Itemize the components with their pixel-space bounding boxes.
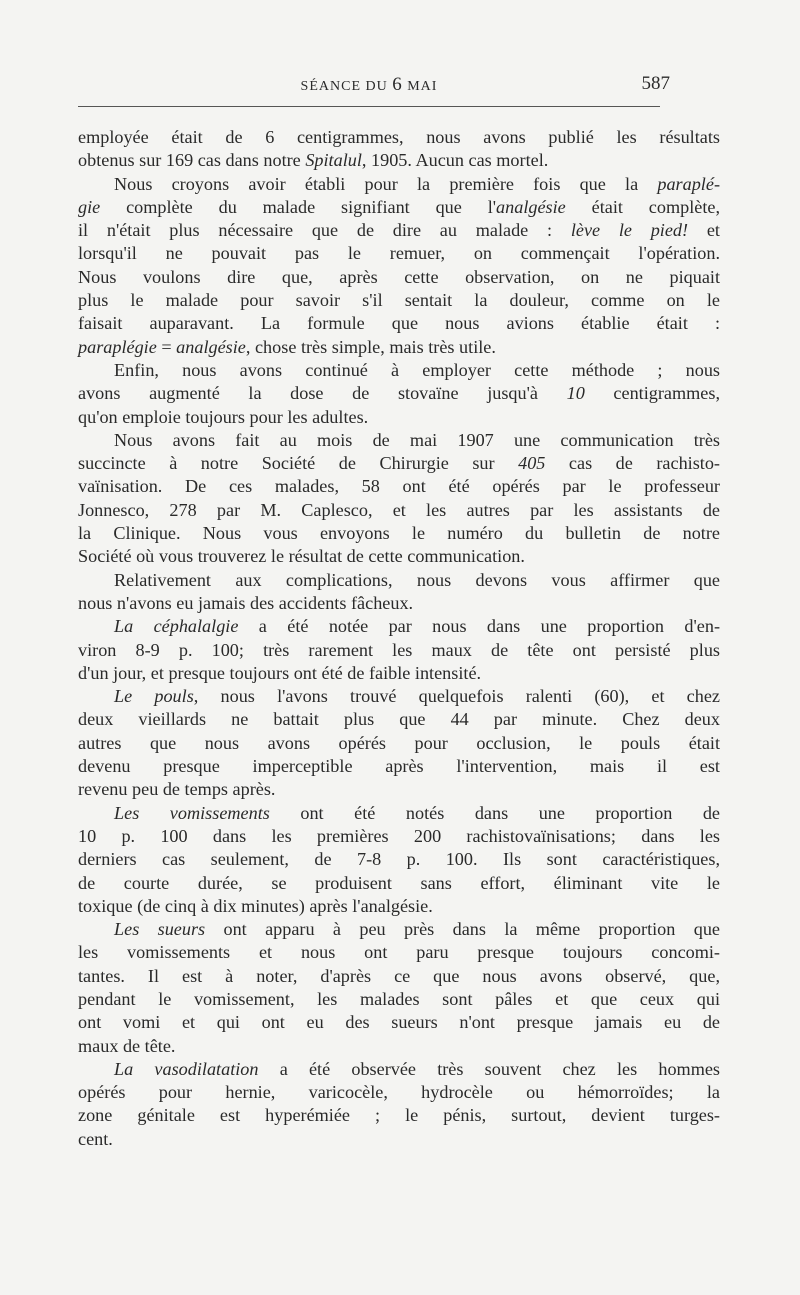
text-line	[78, 359, 720, 382]
text-segment: revenu peu de temps après.	[78, 779, 276, 800]
text-line	[78, 895, 720, 918]
text-segment: viron 8-9 p. 100; très rarement les maux de tête ont persisté plus	[78, 639, 720, 660]
italic-text: Les sueurs	[114, 919, 206, 940]
text-segment: autres que nous avons opérés pour occlusion, le pouls était	[78, 732, 720, 753]
text-line	[78, 522, 720, 545]
text-line	[78, 289, 720, 312]
text-segment: faisait auparavant. La formule que nous avions établie était :	[78, 313, 720, 334]
italic-text: analgésie	[496, 196, 566, 217]
text-segment: nous n'avons eu jamais des accidents fâcheux.	[78, 592, 414, 613]
text-line	[78, 429, 720, 452]
running-title-month: MAI	[402, 79, 438, 94]
text-line	[78, 592, 720, 615]
running-title-text: SÉANCE DU	[300, 79, 393, 94]
text-line	[78, 569, 720, 592]
text-line	[78, 1104, 720, 1127]
italic-text: analgésie	[176, 336, 246, 357]
text-segment: Jonnesco, 278 par M. Caplesco, et les autres par les assistants de	[78, 499, 720, 520]
text-segment: vaïnisation. De ces malades, 58 ont été opérés par le professeur	[78, 476, 720, 497]
text-segment: cas de rachisto-	[545, 453, 720, 474]
paragraph	[78, 569, 720, 616]
text-line	[78, 802, 720, 825]
text-segment: a été observée très souvent chez les hommes	[258, 1058, 720, 1079]
text-segment: Nous avons fait au mois de mai 1907 une communication très	[114, 429, 720, 450]
text-segment: zone génitale est hyperémiée ; le pénis, surtout, devient turges-	[78, 1105, 720, 1126]
text-line	[78, 382, 720, 405]
text-segment: a été notée par nous dans une proportion d'en-	[238, 616, 720, 637]
text-segment: plus le malade pour savoir s'il sentait la douleur, comme on le	[78, 290, 720, 311]
running-title	[78, 74, 660, 96]
text-line	[78, 1128, 720, 1151]
text-line	[78, 1081, 720, 1104]
header-rule	[78, 106, 660, 107]
text-segment: tantes. Il est à noter, d'après ce que nous avons observé, que,	[78, 965, 720, 986]
italic-text: paraplégie	[78, 336, 157, 357]
text-segment: Nous croyons avoir établi pour la première fois que la	[114, 173, 658, 194]
text-segment: Nous voulons dire que, après cette observation, on ne piquait	[78, 266, 720, 287]
text-segment: obtenus sur 169 cas dans notre	[78, 150, 306, 171]
text-line	[78, 219, 720, 242]
italic-text: La vasodilatation	[114, 1058, 259, 1079]
text-segment: lorsqu'il ne pouvait pas le remuer, on commençait l'opération.	[78, 243, 720, 264]
text-line	[78, 872, 720, 895]
text-segment: devenu presque imperceptible après l'intervention, mais il est	[78, 756, 720, 777]
text-segment: succincte à notre Société de Chirurgie sur	[78, 453, 519, 474]
page-number: 587	[641, 73, 670, 94]
text-line	[78, 126, 720, 149]
text-line	[78, 545, 720, 568]
text-segment: cent.	[78, 1128, 113, 1149]
text-line	[78, 941, 720, 964]
text-line	[78, 988, 720, 1011]
text-segment: ont été notés dans une proportion de	[269, 802, 720, 823]
paragraph	[78, 359, 720, 429]
paragraph	[78, 918, 720, 1058]
running-header	[78, 73, 670, 96]
text-segment: derniers cas seulement, de 7-8 p. 100. Ils sont caractéristiques,	[78, 849, 720, 870]
text-line	[78, 732, 720, 755]
text-line	[78, 615, 720, 638]
text-segment: et	[688, 220, 720, 241]
paragraph	[78, 126, 720, 173]
text-line	[78, 499, 720, 522]
text-line	[78, 242, 720, 265]
text-segment: centigrammes,	[584, 383, 720, 404]
text-line	[78, 406, 720, 429]
text-segment: Société où vous trouverez le résultat de cette communication.	[78, 546, 525, 567]
text-segment: avons augmenté la dose de stovaïne jusqu'à	[78, 383, 567, 404]
italic-text: gie	[78, 196, 101, 217]
text-line	[78, 965, 720, 988]
italic-text: lève le pied!	[570, 220, 689, 241]
page-body	[78, 126, 720, 1151]
text-line	[78, 266, 720, 289]
text-line	[78, 196, 720, 219]
italic-text: La céphalalgie	[114, 616, 239, 637]
text-segment: ont apparu à peu près dans la même proportion que	[205, 919, 720, 940]
text-line	[78, 1035, 720, 1058]
paragraph	[78, 802, 720, 918]
italic-text: paraplé-	[657, 173, 720, 194]
text-segment: de courte durée, se produisent sans effort, éliminant vite le	[78, 872, 720, 893]
italic-text: Spitalul	[305, 150, 362, 171]
text-line	[78, 173, 720, 196]
text-segment: complète du malade signifiant que l'	[100, 196, 497, 217]
text-segment: les vomissements et nous ont paru presque toujours concomi-	[78, 942, 720, 963]
running-title-day: 6	[392, 74, 403, 95]
text-segment: Enfin, nous avons continué à employer cette méthode ; nous	[114, 359, 720, 380]
text-line	[78, 685, 720, 708]
text-line	[78, 475, 720, 498]
text-line	[78, 708, 720, 731]
italic-text: Les vomissements	[114, 802, 270, 823]
text-segment: opérés pour hernie, varicocèle, hydrocèle ou hémorroïdes; la	[78, 1082, 720, 1103]
italic-text: 405	[518, 453, 546, 474]
paragraph	[78, 685, 720, 801]
text-line	[78, 149, 720, 172]
text-segment: deux vieillards ne battait plus que 44 par minute. Chez deux	[78, 709, 720, 730]
text-segment: , chose très simple, mais très utile.	[245, 336, 496, 357]
text-segment: employée était de 6 centigrammes, nous avons publié les résultats	[78, 127, 720, 147]
text-segment: la Clinique. Nous vous envoyons le numéro du bulletin de notre	[78, 523, 720, 544]
italic-text: Le pouls	[114, 686, 194, 707]
text-line	[78, 336, 720, 359]
text-line	[78, 848, 720, 871]
text-line	[78, 1058, 720, 1081]
text-segment: maux de tête.	[78, 1035, 176, 1056]
text-segment: Relativement aux complications, nous devons vous affirmer que	[114, 569, 720, 590]
text-segment: pendant le vomissement, les malades sont pâles et que ceux qui	[78, 988, 720, 1009]
text-line	[78, 312, 720, 335]
text-line	[78, 662, 720, 685]
text-segment: , nous l'avons trouvé quelquefois ralenti (60), et chez	[193, 686, 720, 707]
text-segment: , 1905. Aucun cas mortel.	[361, 150, 549, 171]
paragraph	[78, 429, 720, 569]
text-line	[78, 825, 720, 848]
paragraph	[78, 615, 720, 685]
text-segment: il n'était plus nécessaire que de dire au malade :	[78, 220, 571, 241]
italic-text: 10	[566, 383, 585, 404]
text-segment: toxique (de cinq à dix minutes) après l'analgésie.	[78, 895, 433, 916]
text-segment: qu'on emploie toujours pour les adultes.	[78, 406, 369, 427]
text-segment: d'un jour, et presque toujours ont été de faible intensité.	[78, 662, 482, 683]
text-segment: ont vomi et qui ont eu des sueurs n'ont presque jamais eu de	[78, 1012, 720, 1033]
text-segment: 10 p. 100 dans les premières 200 rachistovaïnisations; dans les	[78, 825, 720, 846]
paragraph	[78, 1058, 720, 1151]
text-line	[78, 755, 720, 778]
text-line	[78, 639, 720, 662]
paragraph	[78, 173, 720, 359]
text-line	[78, 1011, 720, 1034]
text-segment: =	[156, 336, 177, 357]
text-line	[78, 778, 720, 801]
text-segment: était complète,	[565, 196, 720, 217]
text-line	[78, 918, 720, 941]
text-line	[78, 452, 720, 475]
